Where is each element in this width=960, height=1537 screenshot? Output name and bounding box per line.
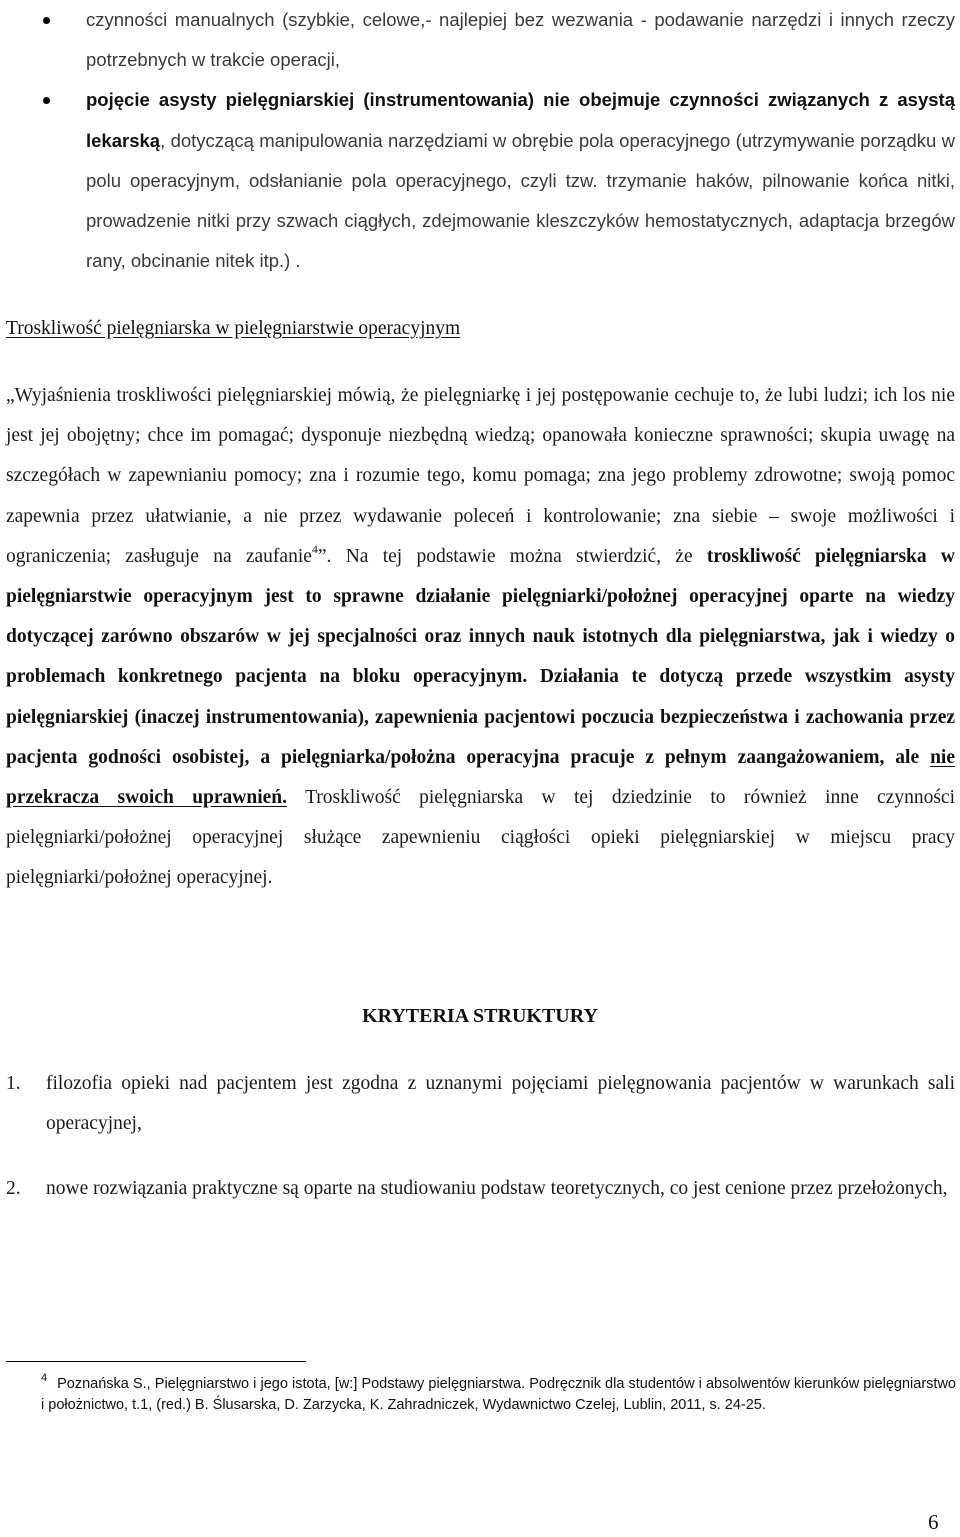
footnote-text: Poznańska S., Pielęgniarstwo i jego istota, [w:] Podstawy pielęgniarstwa. Podręcznik dla studentów i absolwentów kierunków pielęgniarstwo i położnictwo, t.1, (red.) B. Ślusarska, D. Zarzycka, K. Zahradniczek, Wydawnictwo Czelej, Lublin, 2011, s. 24-25. (41, 1376, 956, 1413)
footnote-mark: 4 (41, 1372, 48, 1384)
criteria-text: filozofia opieki nad pacjentem jest zgodna z uznanymi pojęciami pielęgnowania pacjentów w warunkach sali operacyjnej, (46, 1073, 955, 1135)
section-heading: Troskliwość pielęgniarska w pielęgniarstwie operacyjnym (6, 318, 461, 339)
paragraph-tail-text: Troskliwość pielęgniarska w tej dziedzinie to również inne czynności pielęgniarki/położnej operacyjnej służące zapewnieniu ciągłości opieki pielęgniarskiej w miejscu pracy pielęgniarki/położnej operacyjnej. (6, 787, 955, 889)
bold-definition-text: troskliwość pielęgniarska w pielęgniarstwie operacyjnym jest to sprawne działanie pielęgniarki/położnej operacyjnej oparte na wiedzy dotyczącej zarówno obszarów w jej specjalności oraz innych nauk istotnych dla pielęgniarstwa, jak i wiedzy o problemach konkretnego pacjenta na bloku operacyjnym. Działania te dotyczą przede wszystkim asysty pielęgniarskiej (inaczej instrumentowania), zapewnienia pacjentowi poczucia bezpieczeństwa i zachowania przez pacjenta godności osobistej, a pielęgniarka/położna operacyjna pracuje z pełnym zaangażowaniem, ale (6, 545, 955, 768)
bullet-text: czynności manualnych (szybkie, celowe,- najlepiej bez wezwania - podawanie narzędzi i innych rzeczy potrzebnych w trakcie operacji, (86, 9, 955, 71)
criteria-number: 2. (6, 1178, 21, 1200)
criteria-item (6, 1169, 955, 1209)
bullet-item-manual-tasks (40, 0, 955, 80)
bullet-bold-text: pojęcie asysty pielęgniarskiej (instrumentowania) nie obejmuje czynności związanych z asystą lekarską (86, 89, 955, 151)
page-number: 6 (928, 1510, 939, 1534)
bold-underlined-text: nie przekracza swoich uprawnień. (6, 746, 955, 809)
criteria-text: nowe rozwiązania praktyczne są oparte na studiowaniu podstaw teoretycznych, co jest cenione przez przełożonych, (46, 1178, 948, 1200)
footnote (41, 1374, 956, 1415)
criteria-item (6, 1064, 955, 1144)
footnote-reference[interactable]: 4 (311, 541, 318, 556)
bullet-item-assist-scope (40, 80, 955, 281)
criteria-heading: KRYTERIA STRUKTURY (362, 1005, 598, 1027)
quote-text: „Wyjaśnienia troskliwości pielęgniarskiej mówią, że pielęgniarkę i jej postępowanie cechuje to, że lubi ludzi; ich los nie jest jej obojętny; chce im pomagać; dysponuje niezbędną wiedzą; opanowała konieczne sprawności; skupia uwagę na szczegółach w zapewnianiu pomocy; zna i rozumie tego, komu pomaga; zna jego problemy zdrowotne; swoją pomoc zapewnia przez ułatwianie, a nie przez wydawanie poleceń i kontrolowanie; zna siebie – swoje możliwości i ograniczenia; zasługuje na zaufanie (6, 385, 955, 567)
criteria-number: 1. (6, 1073, 21, 1094)
quote-close-text: ”. Na tej podstawie można stwierdzić, że (317, 545, 707, 567)
footnote-separator (6, 1361, 306, 1362)
criteria-list (6, 1064, 955, 1210)
bullet-text: , dotyczącą manipulowania narzędziami w obrębie pola operacyjnego (utrzymywanie porządku w polu operacyjnym, odsłanianie pola operacyjnego, czyli tzw. trzymanie haków, pilnowanie końca nitki, prowadzenie nitki przy szwach ciągłych, zdejmowanie kleszczyków hemostatycznych, adaptacja brzegów rany, obcinanie nitek itp.) . (86, 129, 955, 272)
main-paragraph (6, 376, 955, 899)
bullet-list (40, 0, 955, 281)
